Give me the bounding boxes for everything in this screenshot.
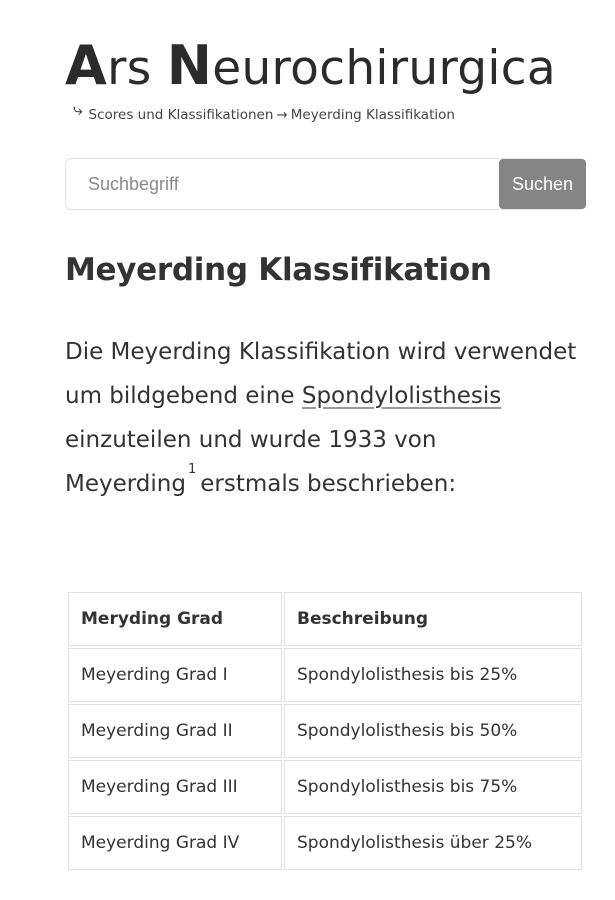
table-row xyxy=(68,704,582,758)
breadcrumb-parent-link[interactable]: Scores und Klassifikationen xyxy=(88,107,274,123)
site-logo[interactable] xyxy=(65,36,556,99)
intro-text-middle: einzuteilen und wurde 1933 von Meyerding xyxy=(65,427,437,497)
column-header-grade: Meryding Grad xyxy=(68,592,282,646)
description-cell: Spondylolisthesis bis 50% xyxy=(284,704,582,758)
breadcrumb xyxy=(73,100,455,124)
table-header-row xyxy=(68,592,582,646)
grade-cell: Meyerding Grad IV xyxy=(68,816,282,870)
breadcrumb-separator: → xyxy=(276,107,288,123)
footnote-ref[interactable]: 1 xyxy=(187,462,197,477)
search-form xyxy=(65,158,585,210)
return-arrow-icon: ⤷ xyxy=(73,100,83,120)
grade-cell: Meyerding Grad I xyxy=(68,648,282,702)
intro-paragraph xyxy=(65,330,587,506)
description-cell: Spondylolisthesis über 25% xyxy=(284,816,582,870)
page-title: Meyerding Klassifikation xyxy=(65,252,492,288)
table-row xyxy=(68,760,582,814)
description-cell: Spondylolisthesis bis 75% xyxy=(284,760,582,814)
logo-letter-n: N xyxy=(166,34,213,97)
table-row xyxy=(68,816,582,870)
intro-text-start: Die Meyerding Klassifikation wird verwendet um bildgebend eine xyxy=(65,339,577,409)
column-header-description: Beschreibung xyxy=(284,592,582,646)
breadcrumb-current: Meyerding Klassifikation xyxy=(290,107,455,123)
meyerding-table xyxy=(66,590,584,872)
intro-text-end: erstmals beschrieben: xyxy=(200,471,457,497)
logo-letter-a: A xyxy=(65,34,108,97)
search-button[interactable]: Suchen xyxy=(499,159,586,209)
logo-text-part-1: rs xyxy=(107,41,167,96)
spondylolisthesis-link[interactable]: Spondylolisthesis xyxy=(301,383,502,409)
grade-cell: Meyerding Grad III xyxy=(68,760,282,814)
grade-cell: Meyerding Grad II xyxy=(68,704,282,758)
table-row xyxy=(68,648,582,702)
logo-text-part-2: eurochirurgica xyxy=(212,41,557,96)
description-cell: Spondylolisthesis bis 25% xyxy=(284,648,582,702)
search-input[interactable] xyxy=(66,159,486,209)
